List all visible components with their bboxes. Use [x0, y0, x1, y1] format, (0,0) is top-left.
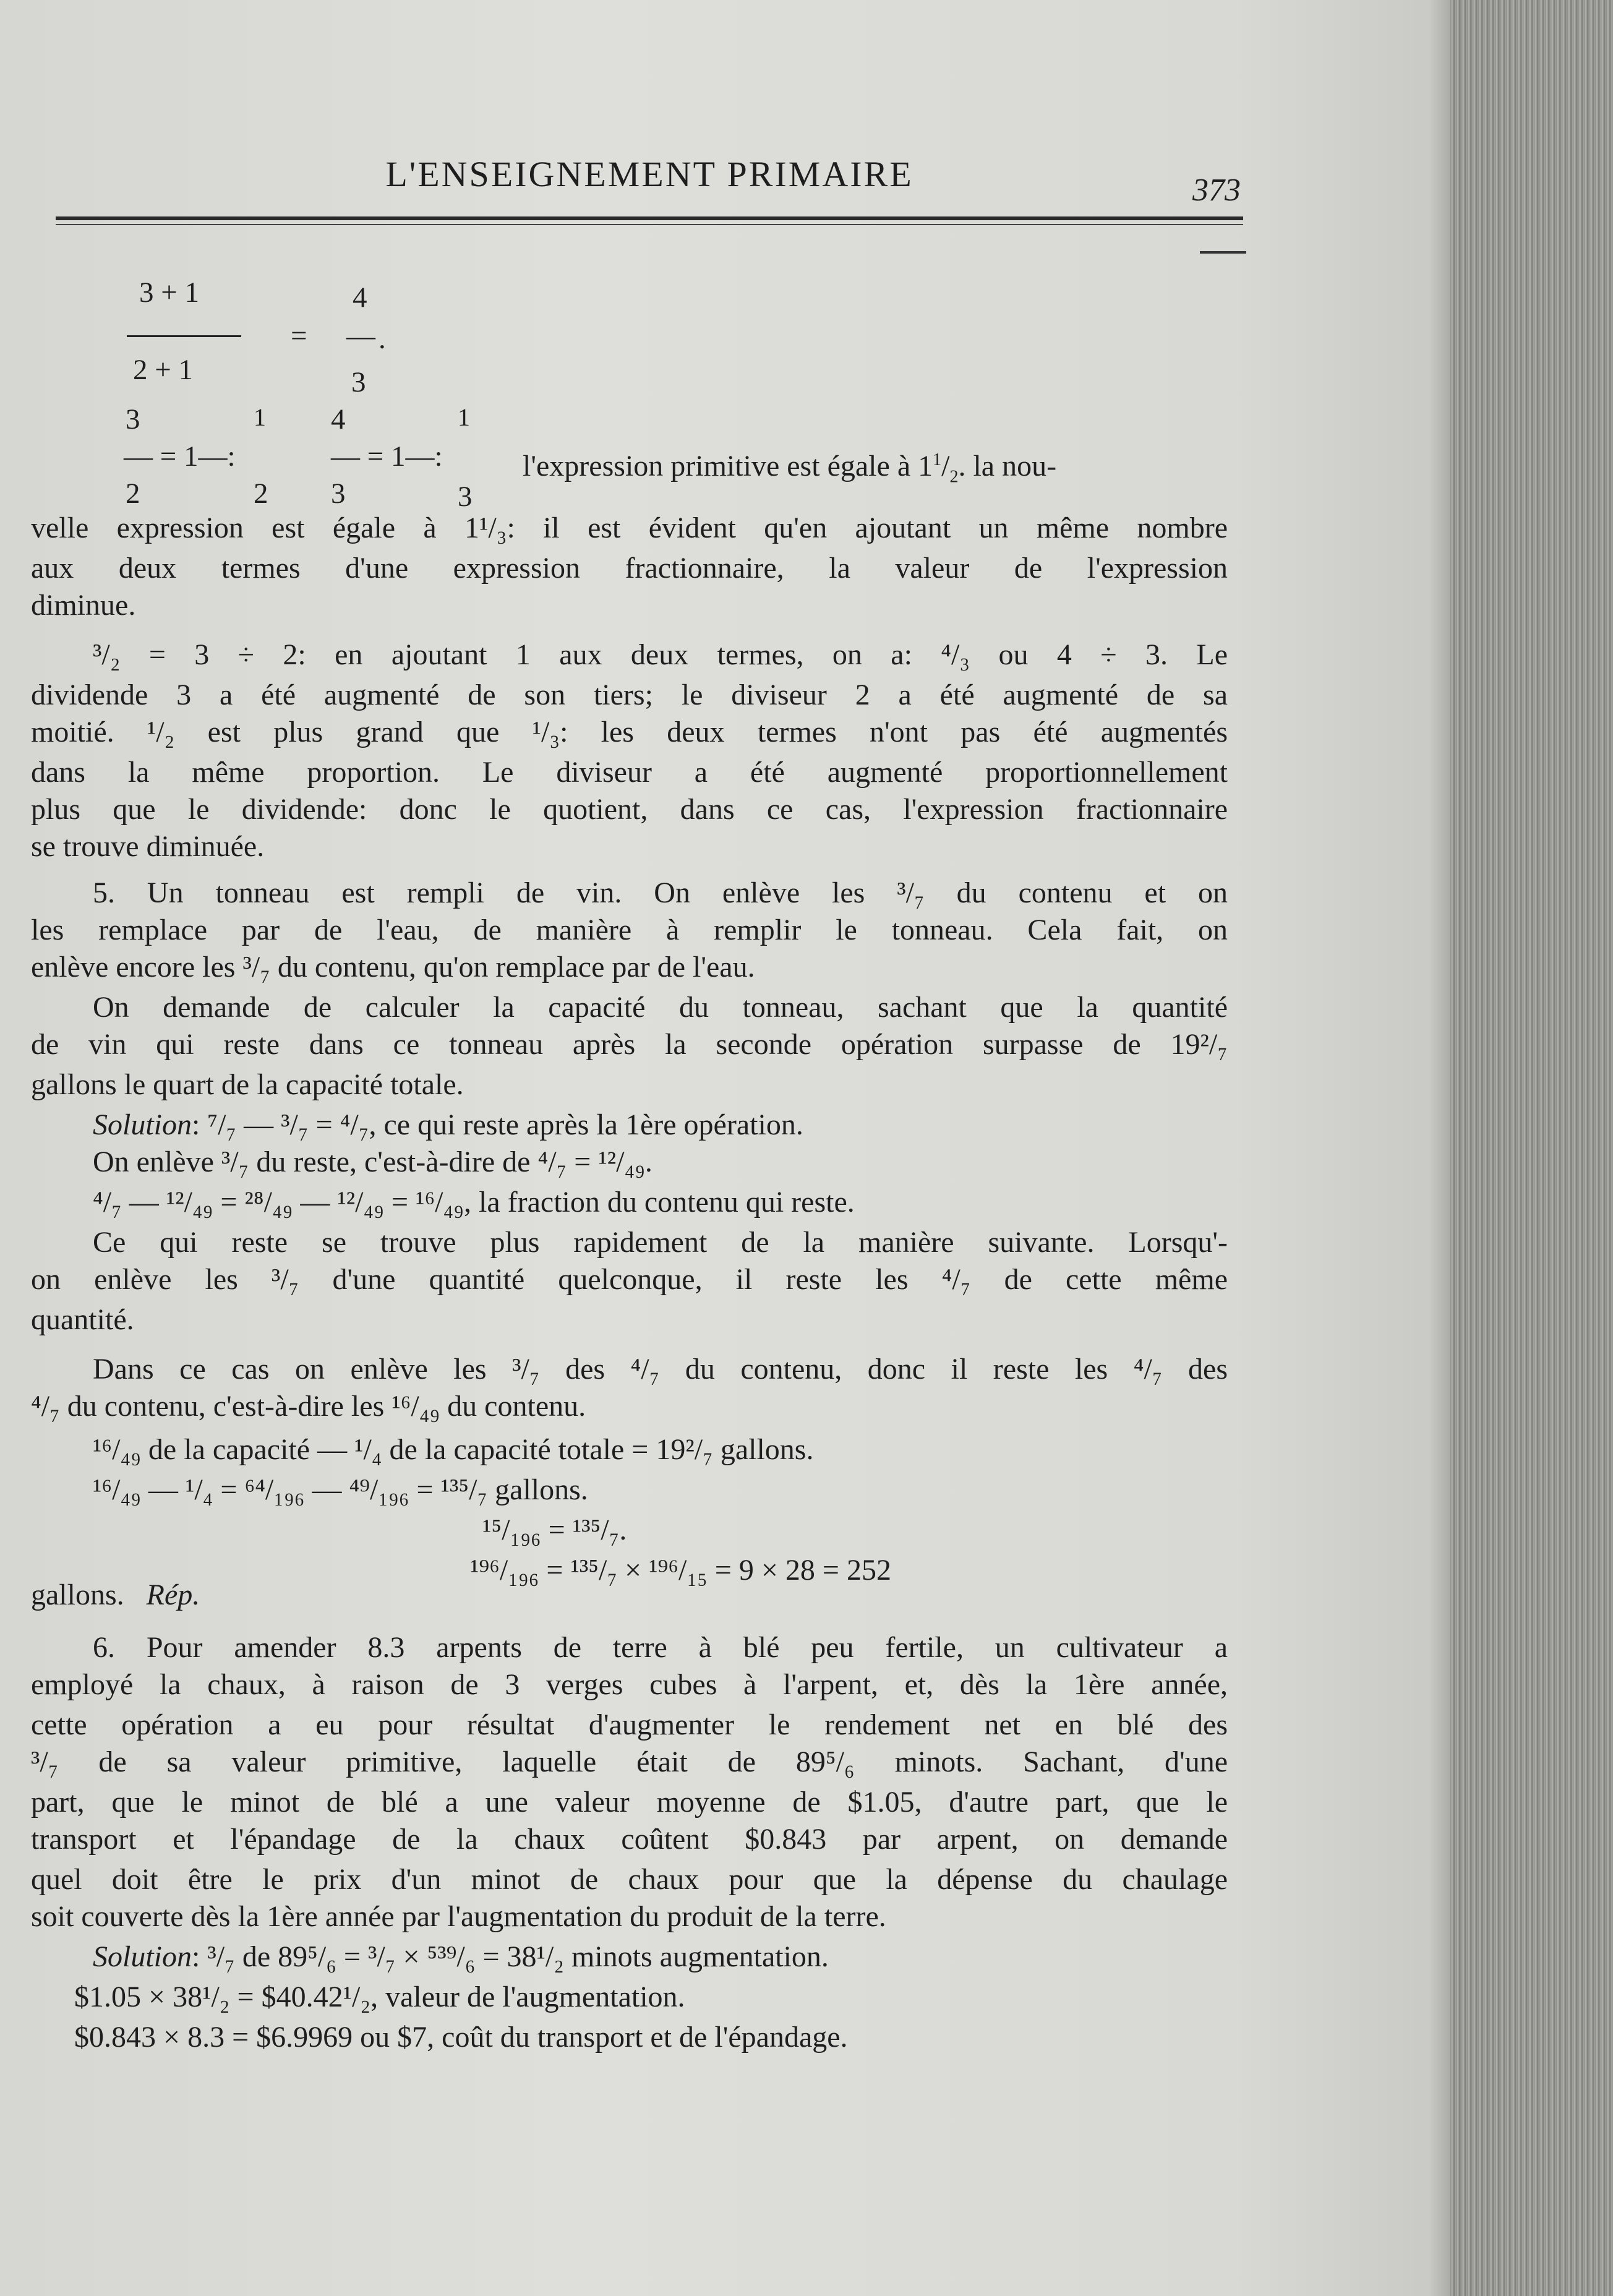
text-line: cette opération a eu pour résultat d'augmenter le rendement net en blé des — [31, 1708, 1228, 1741]
text-line: $0.843 × 8.3 = $6.9969 ou $7, coût du transport et de l'épandage. — [74, 2021, 848, 2054]
text-line: ³/₇ de sa valeur primitive, laquelle était de 89⁵/₆ minots. Sachant, d'une — [31, 1746, 1228, 1778]
eq2-a-d1: 2 — [254, 478, 268, 510]
eq1-result-denominator: 3 — [351, 366, 366, 398]
text-line: $1.05 × 38¹/₂ = $40.42¹/₂, valeur de l'augmentation. — [74, 1981, 685, 2013]
text-line: plus que le dividende: donc le quotient, dans ce cas, l'expression fractionnaire — [31, 793, 1228, 826]
eq2-b-d1: 3 — [458, 481, 473, 513]
eq1-equals: = — [291, 320, 307, 352]
eq2-b-numerator: 4 — [331, 403, 346, 435]
eq2-a-expr: — = 1—: — [124, 440, 236, 473]
text-line: ³/₂ = 3 ÷ 2: en ajoutant 1 aux deux termes, on a: ⁴/₃ ou 4 ÷ 3. Le — [93, 638, 1228, 671]
page-number: 373 — [1192, 173, 1241, 208]
eq1-result-bar: — — [346, 320, 375, 352]
text-line: enlève encore les ³/₇ du contenu, qu'on remplace par de l'eau. — [31, 951, 755, 983]
text-line: quantité. — [31, 1303, 134, 1336]
header-rule-thin — [56, 224, 1243, 225]
text-line: ¹⁶/₄₉ de la capacité — ¹/₄ de la capacité totale = 19²/₇ gallons. — [93, 1433, 814, 1466]
header-rule-tail — [1200, 251, 1246, 254]
text-line: Solution: ⁷/₇ — ³/₇ = ⁴/₇, ce qui reste après la 1ère opération. — [93, 1108, 803, 1141]
text-line: 6. Pour amender 8.3 arpents de terre à blé peu fertile, un cultivateur a — [93, 1631, 1228, 1664]
text-line: on enlève les ³/₇ d'une quantité quelconque, il reste les ⁴/₇ de cette même — [31, 1263, 1228, 1296]
text-line: soit couverte dès la 1ère année par l'augmentation du produit de la terre. — [31, 1900, 886, 1933]
eq1-result-dot: . — [379, 323, 386, 355]
eq2-b-denominator: 3 — [331, 478, 346, 510]
text-line: dividende 3 a été augmenté de son tiers; le diviseur 2 a été augmenté de sa — [31, 679, 1228, 711]
text-line: ⁴/₇ — ¹²/₄₉ = ²⁸/₄₉ — ¹²/₄₉ = ¹⁶/₄₉, la fraction du contenu qui reste. — [93, 1186, 855, 1219]
text-line: velle expression est égale à 1¹/₃: il est évident qu'en ajoutant un même nombre — [31, 512, 1228, 544]
text-line: diminue. — [31, 589, 136, 622]
text-line: moitié. ¹/₂ est plus grand que ¹/₃: les deux termes n'ont pas été augmentés — [31, 716, 1228, 748]
text-line: transport et l'épandage de la chaux coûtent $0.843 par arpent, on demande — [31, 1823, 1228, 1856]
text-line: aux deux termes d'une expression fractionnaire, la valeur de l'expression — [31, 552, 1228, 585]
text-line: les remplace par de l'eau, de manière à remplir le tonneau. Cela fait, on — [31, 914, 1228, 946]
text-line: dans la même proportion. Le diviseur a été augmenté proportionnellement — [31, 756, 1228, 789]
text-line: ¹⁹⁶/₁₉₆ = ¹³⁵/₇ × ¹⁹⁶/₁₅ = 9 × 28 = 252 — [470, 1554, 891, 1587]
running-head: L'ENSEIGNEMENT PRIMAIRE — [385, 154, 913, 194]
text-line: quel doit être le prix d'un minot de chaux pour que la dépense du chaulage — [31, 1863, 1228, 1896]
book-page-edges — [1450, 0, 1613, 2296]
text-line: gallons. Rép. — [31, 1578, 200, 1611]
text-line: Solution: ³/₇ de 89⁵/₆ = ³/₇ × ⁵³⁹/₆ = 38¹/₂ minots augmentation. — [93, 1940, 829, 1973]
text-line: ¹⁶/₄₉ — ¹/₄ = ⁶⁴/₁₉₆ — ⁴⁹/₁₉₆ = ¹³⁵/₇ gallons. — [93, 1473, 588, 1506]
eq1-fraction-bar — [127, 335, 241, 337]
text-line: On enlève ³/₇ du reste, c'est-à-dire de ⁴/₇ = ¹²/₄₉. — [93, 1146, 652, 1178]
eq1-result-numerator: 4 — [353, 281, 367, 314]
text-line: employé la chaux, à raison de 3 verges cubes à l'arpent, et, dès la 1ère année, — [31, 1668, 1228, 1701]
text-line: se trouve diminuée. — [31, 830, 265, 863]
eq2-text: l'expression primitive est égale à $1^1/_2$. la nou- — [523, 450, 1057, 487]
text-line: gallons le quart de la capacité totale. — [31, 1068, 464, 1101]
text-line: ⁴/₇ du contenu, c'est-à-dire les ¹⁶/₄₉ du contenu. — [31, 1390, 586, 1423]
text-line: Ce qui reste se trouve plus rapidement de la manière suivante. Lorsqu'- — [93, 1226, 1228, 1259]
eq2-a-numerator: 3 — [126, 403, 140, 435]
text-line: 5. Un tonneau est rempli de vin. On enlève les ³/₇ du contenu et on — [93, 876, 1228, 909]
eq2-b-n1: 1 — [458, 403, 470, 431]
eq2-a-n1: 1 — [254, 403, 266, 431]
text-line: de vin qui reste dans ce tonneau après la seconde opération surpasse de 19²/₇ — [31, 1028, 1228, 1061]
text-line: Dans ce cas on enlève les ³/₇ des ⁴/₇ du contenu, donc il reste les ⁴/₇ des — [93, 1353, 1228, 1386]
eq1-numerator: 3 + 1 — [139, 276, 200, 309]
eq2-b-expr: — = 1—: — [331, 440, 443, 473]
text-line: part, que le minot de blé a une valeur moyenne de $1.05, d'autre part, que le — [31, 1786, 1228, 1818]
text-line: ¹⁵/₁₉₆ = ¹³⁵/₇. — [482, 1514, 627, 1546]
header-rule — [56, 216, 1243, 220]
eq1-denominator: 2 + 1 — [133, 354, 194, 386]
text-line: On demande de calculer la capacité du tonneau, sachant que la quantité — [93, 991, 1228, 1024]
eq2-a-denominator: 2 — [126, 478, 140, 510]
